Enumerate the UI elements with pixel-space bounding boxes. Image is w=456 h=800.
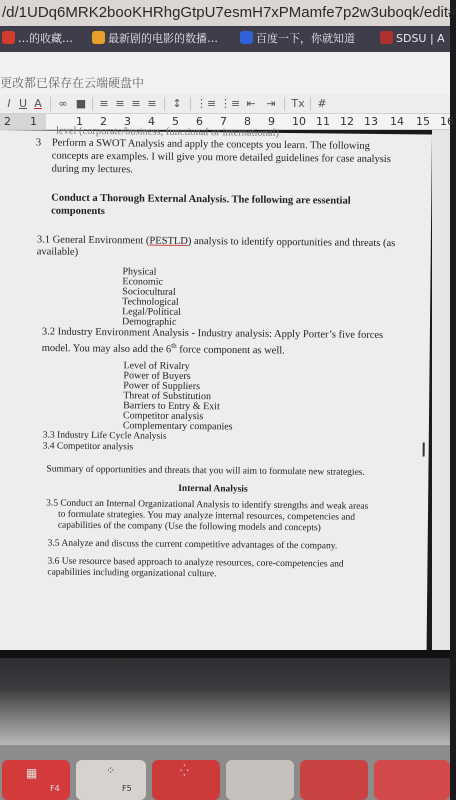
address-url: /d/1UDq6MRK2booKHRhgGtpU7esmH7xPMamfe7p2w3uboqk/edit#: [2, 4, 456, 21]
bulleted-list-icon[interactable]: ⋮≡: [220, 97, 241, 110]
section-heading: Conduct a Thorough External Analysis. The following are essential: [51, 192, 351, 207]
paragraph-line: capabilities including organizational culture.: [47, 567, 217, 580]
ruler-number: 11: [316, 115, 330, 128]
baidu-icon: [240, 31, 253, 44]
f7-key[interactable]: [226, 760, 294, 800]
list-item: Economic: [122, 276, 164, 288]
internal-analysis-heading: Internal Analysis: [178, 483, 248, 495]
list-item: Barriers to Entry & Exit: [123, 400, 220, 413]
list-item: Technological: [122, 296, 179, 308]
align-center-icon[interactable]: ≡: [115, 97, 125, 110]
subsection-3-6: 3.6 Use resource based approach to analyze resources, core-competencies and: [47, 556, 344, 570]
line-spacing-icon[interactable]: ↕: [172, 97, 182, 110]
link-icon[interactable]: ∞: [58, 97, 68, 110]
f9-key[interactable]: [374, 760, 450, 800]
save-status: 更改都已保存在云端硬盘中: [0, 76, 145, 90]
bookmark-item[interactable]: 最新剧的电影的数播…: [92, 31, 218, 47]
list-item: Legal/Political: [122, 306, 182, 318]
paragraph-line: during my lectures.: [51, 163, 134, 176]
section-heading: components: [51, 205, 105, 218]
list-item: Sociocultural: [122, 286, 176, 298]
f8-key[interactable]: [300, 760, 368, 800]
page-gutter: [432, 130, 450, 650]
ruler-number: 2: [4, 115, 11, 128]
ruler-number: 5: [172, 115, 179, 128]
align-right-icon[interactable]: ≡: [131, 97, 141, 110]
clear-formatting-icon[interactable]: Tx: [291, 97, 305, 110]
subsection-3-1: 3.1 General Environment (PESTLD) analysis to identify opportunities and threats (as: [36, 234, 396, 250]
paragraph-line: model. You may also add the 6th force component as well.: [41, 341, 285, 357]
subsection-3-5: 3.5 Conduct an Internal Organizational Analysis to identify strengths and weak areas: [46, 498, 369, 512]
toolbar-divider: [190, 97, 191, 111]
paragraph-line: available): [36, 246, 79, 258]
weibo-icon: [92, 31, 105, 44]
bookmark-item[interactable]: …的收藏…: [2, 31, 73, 47]
bookmark-item[interactable]: SDSU | A: [380, 31, 445, 47]
list-item: Power of Suppliers: [123, 380, 201, 393]
increase-indent-icon[interactable]: ⇥: [266, 97, 276, 110]
ruler-number: 10: [292, 115, 306, 128]
ruler-number: 2: [100, 115, 107, 128]
paragraph-line: concepts are examples. I will give you more detailed guidelines for case analysis: [51, 150, 391, 166]
laptop-bezel: [0, 650, 450, 745]
f4-key[interactable]: ▦ F4: [2, 760, 70, 800]
ruler-number: 6: [196, 115, 203, 128]
italic-button[interactable]: I: [7, 97, 11, 110]
ruler-number: 4: [148, 115, 155, 128]
align-left-icon[interactable]: ≡: [99, 97, 109, 110]
backlight-up-icon: ⁛: [180, 764, 189, 777]
ruler-number: 12: [340, 115, 354, 128]
ruler-number: 13: [364, 115, 378, 128]
list-item: Demographic: [121, 316, 177, 328]
bookmarks-bar: [0, 26, 450, 52]
subsection-3-2: 3.2 Industry Environment Analysis - Industry analysis: Apply Porter’s five forces: [41, 326, 384, 342]
paragraph-line: capabilities of the company (Use the following models and concepts): [57, 520, 321, 534]
ruler-number: 15: [416, 115, 430, 128]
item-number: 3: [35, 137, 42, 149]
pestld-link[interactable]: PESTLD: [149, 235, 188, 247]
subsection-3-5b: 3.5 Analyze and discuss the current competitive advantages of the company.: [47, 538, 338, 552]
ruler-number: 7: [220, 115, 227, 128]
paragraph-line: Perform a SWOT Analysis and apply the concepts you learn. The following: [51, 137, 370, 152]
align-justify-icon[interactable]: ≡: [147, 97, 157, 110]
address-bar[interactable]: [0, 0, 456, 26]
sdsu-icon: [380, 31, 393, 44]
text-color-button[interactable]: A: [34, 97, 42, 110]
cut-off-line: level (corporate/business, functional or international): [55, 125, 280, 139]
bookmark-item[interactable]: 百度一下，你就知道: [240, 31, 355, 47]
toolbar-divider: [284, 97, 285, 111]
ruler-number: 14: [390, 115, 404, 128]
toolbar-divider: [164, 97, 165, 111]
ruler-number: 8: [244, 115, 251, 128]
ruler-number: 1: [76, 115, 83, 128]
toolbar-divider: [92, 97, 93, 111]
subsection-3-4: 3.4 Competitor analysis: [42, 441, 134, 453]
list-item: Power of Buyers: [123, 370, 191, 383]
screen-edge: [0, 650, 450, 658]
formatting-toolbar: [0, 94, 450, 114]
docs-header: [0, 52, 450, 94]
list-item: Competitor analysis: [122, 410, 204, 423]
numbered-list-icon[interactable]: ⋮≡: [196, 97, 217, 110]
launchpad-icon: ▦: [26, 766, 38, 780]
ruler-number: 16: [440, 115, 454, 128]
list-item: Physical: [122, 266, 157, 278]
document-page[interactable]: [0, 125, 432, 654]
bookmark-icon: [2, 31, 15, 44]
list-item: Threat of Substitution: [123, 390, 212, 403]
backlight-down-icon: ⁘: [106, 764, 116, 777]
subsection-3-3: 3.3 Industry Life Cycle Analysis: [42, 430, 167, 442]
f6-key[interactable]: [152, 760, 220, 800]
paragraph-line: to formulate strategies. You may analyze internal resources, competencies and: [57, 509, 356, 523]
list-item: Level of Rivalry: [123, 360, 190, 372]
summary-line: Summary of opportunities and threats that you will aim to formulate new strategies.: [46, 464, 365, 478]
toolbar-divider: [310, 97, 311, 111]
comment-icon[interactable]: ■: [75, 97, 87, 110]
list-item: Complementary companies: [122, 420, 233, 433]
ruler-number: 9: [268, 115, 275, 128]
toolbar-divider: [50, 97, 51, 111]
ruler-number: 3: [124, 115, 131, 128]
input-tools-icon[interactable]: #: [317, 97, 327, 110]
text-cursor: [423, 442, 425, 456]
decrease-indent-icon[interactable]: ⇤: [246, 97, 256, 110]
underline-button[interactable]: U: [18, 97, 28, 110]
ruler-number: 1: [30, 115, 37, 128]
f5-key[interactable]: ⁘ F5: [76, 760, 146, 800]
